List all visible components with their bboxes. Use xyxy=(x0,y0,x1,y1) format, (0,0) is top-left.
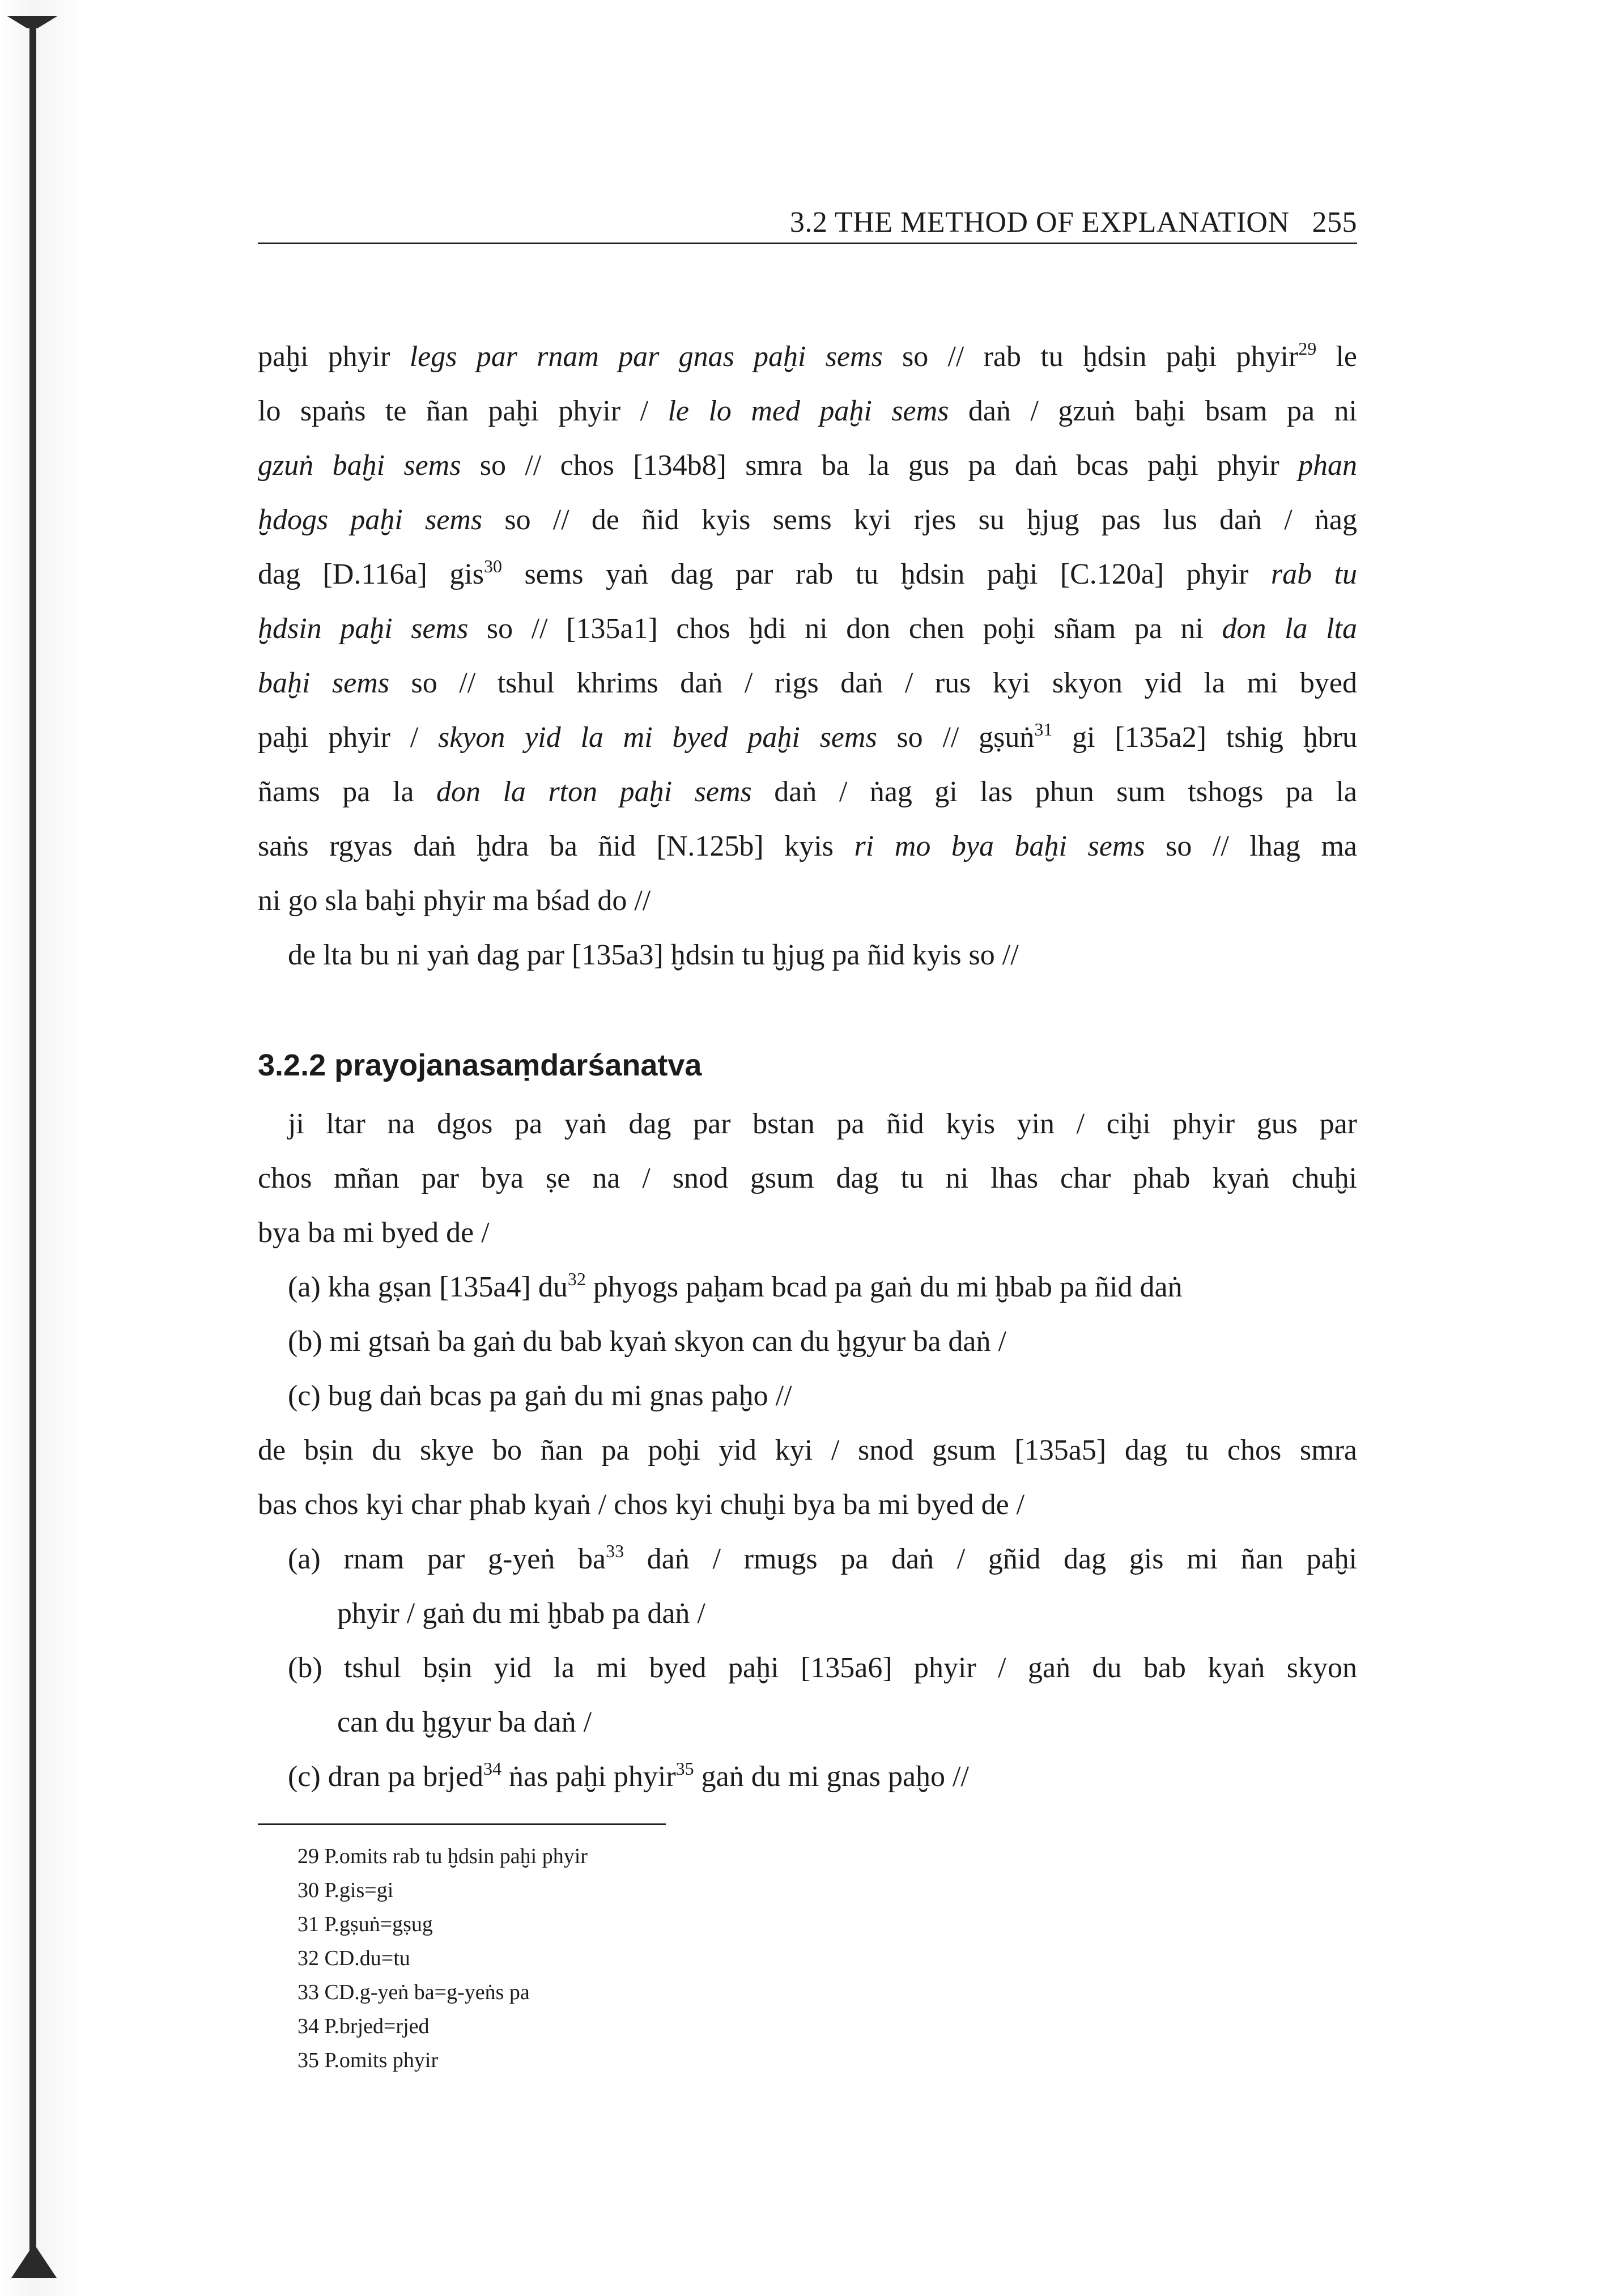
footnote: 29 P.omits rab tu ḫdsin paḫi phyir xyxy=(297,1844,588,1868)
text-line: ni go sla baḫi phyir ma bśad do // xyxy=(258,885,651,917)
text-line: paḫi phyir / skyon yid la mi byed paḫi sems so // gṣuṅ$^{31}$ gi [135a2] tshig ḫbru xyxy=(258,719,1357,754)
text-line: bya ba mi byed de / xyxy=(258,1217,490,1249)
list-item: (c) dran pa brjed$^{34}$ ṅas paḫi phyir$^{35}$ gaṅ du mi gnas paḫo // xyxy=(288,1758,969,1793)
text-line: de lta bu ni yaṅ dag par [135a3] ḫdsin tu ḫjug pa ñid kyis so // xyxy=(288,939,1019,971)
text-line: ḫdsin paḫi sems so // [135a1] chos ḫdi ni don chen poḫi sñam pa ni don la lta xyxy=(258,613,1358,645)
text-line: ḫdogs paḫi sems so // de ñid kyis sems kyi rjes su ḫjug pas lus daṅ / ṅag xyxy=(258,504,1357,536)
text-line: bas chos kyi char phab kyaṅ / chos kyi chuḫi bya ba mi byed de / xyxy=(258,1489,1025,1521)
footnote: 33 CD.g-yeṅ ba=g-yeṅs pa xyxy=(297,1980,530,2004)
running-header xyxy=(258,206,1357,244)
footnote-ref[interactable]: 29 xyxy=(1298,338,1317,359)
list-item: (c) bug daṅ bcas pa gaṅ du mi gnas paḫo // xyxy=(288,1380,792,1412)
text-line: gzuṅ baḫi sems so // chos [134b8] smra ba la gus pa daṅ bcas paḫi phyir phan xyxy=(258,449,1357,482)
text-line: baḫi sems so // tshul khrims daṅ / rigs daṅ / rus kyi skyon yid la mi byed xyxy=(258,667,1357,699)
footnote-rule xyxy=(258,1823,666,1825)
text-line: chos mñan par bya ṣe na / snod gsum dag tu ni lhas char phab kyaṅ chuḫi xyxy=(258,1162,1357,1194)
page-number: 255 xyxy=(1312,206,1357,239)
binding-bottom-mark xyxy=(11,2244,57,2278)
footnote: 35 P.omits phyir xyxy=(297,2048,439,2072)
list-item: (b) mi gtsaṅ ba gaṅ du bab kyaṅ skyon can du ḫgyur ba daṅ / xyxy=(288,1325,1006,1358)
list-item: (a) kha gṣan [135a4] $du^{32}$ phyogs paḫam bcad pa gaṅ du mi ḫbab pa ñid daṅ xyxy=(288,1269,1183,1303)
list-item-continuation: phyir / gaṅ du mi ḫbab pa daṅ / xyxy=(337,1597,705,1630)
list-item: (b) tshul bṣin yid la mi byed paḫi [135a6] phyir / gaṅ du bab kyaṅ skyon xyxy=(288,1652,1357,1684)
footnote-ref[interactable]: 34 xyxy=(483,1758,502,1779)
footnote-ref[interactable]: 30 xyxy=(484,556,503,576)
text-line: dag [D.116a] gis$^{30}$ sems yaṅ dag par rab tu ḫdsin paḫi [C.120a] phyir rab tu xyxy=(258,556,1358,590)
running-header-text xyxy=(790,206,1357,239)
footnote-ref[interactable]: 31 xyxy=(1034,719,1053,739)
section-title: 3.2 THE METHOD OF EXPLANATION xyxy=(789,206,1290,239)
footnote-ref[interactable]: 35 xyxy=(675,1758,694,1779)
binding-spine-line xyxy=(29,23,36,2272)
text-line: lo spaṅs te ñan paḫi phyir / le lo med paḫi sems daṅ / gzuṅ baḫi bsam pa ni xyxy=(258,395,1357,427)
footnote-ref[interactable]: 32 xyxy=(567,1269,586,1289)
book-binding-edge xyxy=(0,0,85,2296)
text-line: paḫi phyir legs par rnam par gnas paḫi sems so // rab tu ḫdsin paḫi phyir$^{29}$ le xyxy=(258,338,1357,373)
list-item: (a) rnam par g-yeṅ $ba^{33}$ daṅ / rmugs pa daṅ / gñid dag gis mi ñan paḫi xyxy=(288,1541,1357,1575)
text-line: saṅs rgyas daṅ ḫdra ba ñid [N.125b] kyis ri mo bya baḫi sems so // lhag ma xyxy=(258,830,1357,862)
footnote: 31 P.gṣuṅ=gṣug xyxy=(297,1912,433,1936)
footnote: 32 CD.du=tu xyxy=(297,1946,410,1970)
footnote: 30 P.gis=gi xyxy=(297,1878,394,1902)
footnote-ref[interactable]: 33 xyxy=(606,1541,624,1561)
text-line: de bṣin du skye bo ñan pa poḫi yid kyi / snod gsum [135a5] dag tu chos smra xyxy=(258,1434,1357,1466)
section-heading: 3.2.2 prayojanasaṃdarśanatva xyxy=(258,1048,702,1082)
text-line: ñams pa la don la rton paḫi sems daṅ / ṅag gi las phun sum tshogs pa la xyxy=(258,776,1358,808)
footnote: 34 P.brjed=rjed xyxy=(297,2014,430,2038)
list-item-continuation: can du ḫgyur ba daṅ / xyxy=(337,1706,592,1738)
text-line: ji ltar na dgos pa yaṅ dag par bstan pa ñid kyis yin / ciḫi phyir gus par xyxy=(288,1108,1357,1140)
